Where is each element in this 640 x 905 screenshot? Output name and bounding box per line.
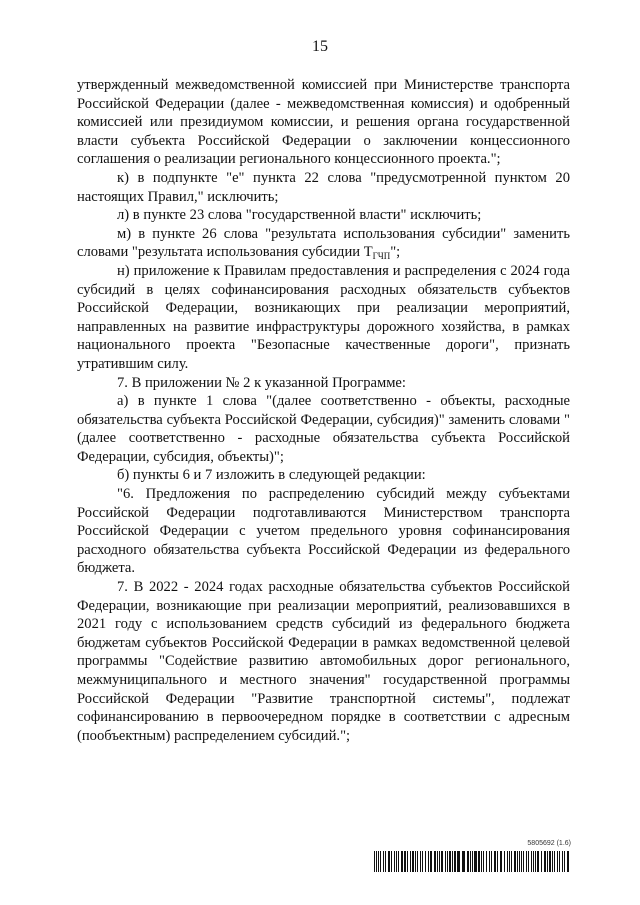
paragraph-point-7 [77,578,570,745]
subscript-gchp: ГЧП [372,251,391,262]
paragraph-text: утвержденный межведомственной комиссией при Министерстве транспорта Российской Федерации (далее - межведомственная комиссия) и одобренный комиссией или президиумом комиссии, и решения органа государственной власти субъекта Российской Федерации о заключении концессионного соглашения о реализации регионального концессионного проекта."; [77,77,570,168]
page-number: 15 [312,38,328,55]
paragraph-item-b [77,466,570,485]
paragraph-item-k [77,169,570,206]
document-body [77,76,570,745]
paragraph-text: л) в пункте 23 слова "государственной власти" исключить; [117,207,482,224]
barcode-icon [374,851,571,872]
paragraph-item-7-heading [77,374,570,393]
paragraph-text: 7. В 2022 - 2024 годах расходные обязательства субъектов Российской Федерации, возникающие при реализации мероприятий, реализовавшихся в 2021 году с использованием средств субсидий из федерального бюджета бюджетам субъектов Российской Федерации в рамках ведомственной целевой программы "Содействие развитию автомобильных дорог регионального, межмуниципального и местного значения" государственной программы Российской Федерации "Развитие транспортной системы", подлежат софинансированию в первоочередном порядке в соответствии с адресным (пообъектным) распределением субсидий."; [77,579,570,744]
paragraph-text: 7. В приложении № 2 к указанной Программе: [117,374,406,391]
paragraph-text: к) в подпункте "е" пункта 22 слова "предусмотренной пунктом 20 настоящих Правил," исключить; [77,169,570,205]
paragraph-text: м) в пункте 26 слова "результата использования субсидии" заменить словами "результата использования субсидии T [77,225,570,261]
paragraph-item-l [77,206,570,225]
paragraph-text: "6. Предложения по распределению субсидий между субъектами Российской Федерации подготавливаются Министерством транспорта Российской Федерации с учетом предельного уровня софинансирования расходного обязательства субъекта Российской Федерации из федерального бюджета. [77,486,570,577]
paragraph-point-6 [77,485,570,578]
paragraph-text: а) в пункте 1 слова "(далее соответственно - объекты, расходные обязательства субъекта Российской Федерации, субсидия)" заменить словами "(далее соответственно - расходные обязательства субъекта Российской Федерации, субсидия, объекты)"; [77,393,570,465]
paragraph-continuation [77,76,570,169]
paragraph-item-n [77,262,570,374]
paragraph-text: б) пункты 6 и 7 изложить в следующей редакции: [117,467,426,484]
paragraph-item-a [77,392,570,466]
paragraph-text: н) приложение к Правилам предоставления и распределения с 2024 года субсидий в целях софинансирования расходных обязательств субъектов Российской Федерации, возникающих при реализации мероприятий, направленных на развитие инфраструктуры дорожного хозяйства, в рамках национального проекта "Безопасные качественные дороги", признать утратившим силу. [77,262,570,372]
document-code: 5805692 (1.6) [527,840,571,847]
paragraph-item-m [77,225,570,262]
paragraph-text-tail: "; [390,244,401,261]
